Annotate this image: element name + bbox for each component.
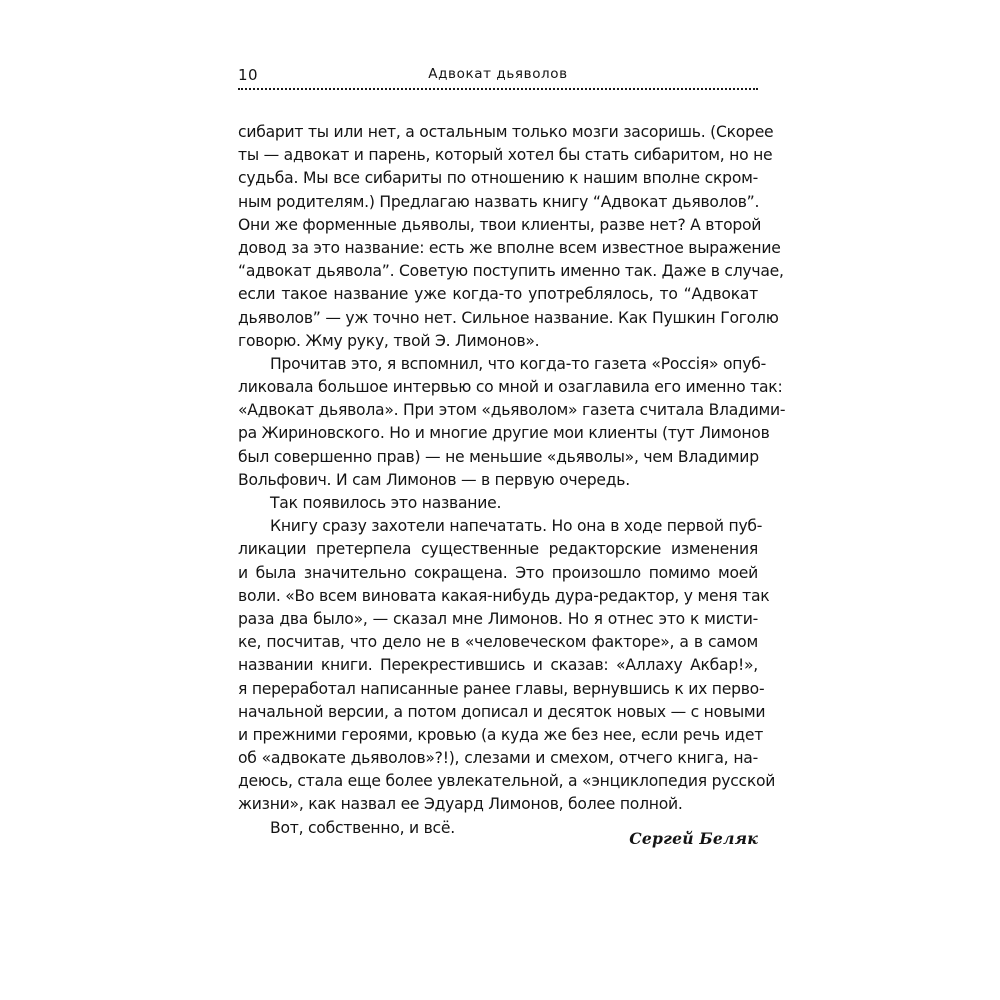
text-line: и прежними героями, кровью (а куда же без нее, если речь идет [238,725,764,744]
text-line: сибарит ты или нет, а остальным только мозги засоришь. (Скорее [238,123,774,141]
text-line: ликации претерпела существенные редакторские изменения [238,540,758,559]
text-line: если такое название уже когда-то употреблялось, то “Адвокат [238,285,758,304]
text-line: ликовала большое интервью со мной и озаглавила его именно так: [238,378,783,397]
text-line: ты — адвокат и парень, который хотел бы стать сибаритом, но не [238,146,773,165]
text-line: воли. «Во всем виновата какая-нибудь дура-редактор, у меня так [238,586,770,605]
text-line: был совершенно прав) — не меньшие «дьяволы», чем Владимир [238,447,759,466]
running-header [238,62,758,88]
text-line: ра Жириновского. Но и многие другие мои клиенты (тут Лимонов [238,424,770,443]
paragraph-first-line: Прочитав это, я вспомнил, что когда-то газета «Россія» опуб- [270,354,766,373]
text-line: Они же форменные дьяволы, твои клиенты, разве нет? А второй [238,215,762,234]
text-line: деюсь, стала еще более увлекательной, а «энциклопедия русской [238,772,776,791]
text-line: об «адвокате дьяволов»?!), слезами и смехом, отчего книга, на- [238,749,758,768]
text-line: и была значительно сокращена. Это произошло помимо моей [238,563,758,582]
text-line: я переработал написанные ранее главы, вернувшись к их перво- [238,679,765,698]
text-line: “адвокат дьявола”. Советую поступить именно так. Даже в случае, [238,262,784,281]
body-text [238,121,786,840]
author-signature: Сергей Беляк [629,829,758,848]
running-title: Адвокат дьяволов [428,66,568,82]
text-line: говорю. Жму руку, твой Э. Лимонов». [238,331,540,350]
text-line: начальной версии, а потом дописал и десяток новых — с новыми [238,702,766,721]
header-dotted-rule [238,88,758,90]
text-line: раза два было», — сказал мне Лимонов. Но я отнес это к мисти- [238,609,758,628]
text-line: судьба. Мы все сибариты по отношению к нашим вполне скром- [238,169,758,188]
text-line: ным родителям.) Предлагаю назвать книгу “Адвокат дьяволов”. [238,192,760,211]
paragraph-first-line: Книгу сразу захотели напечатать. Но она в ходе первой пуб- [270,517,763,536]
text-line: Вольфович. И сам Лимонов — в первую очередь. [238,470,630,489]
paragraph-first-line: Так появилось это название. [270,494,502,512]
text-line: ке, посчитав, что дело не в «человеческом факторе», а в самом [238,633,758,652]
page-number: 10 [238,66,259,84]
text-line: «Адвокат дьявола». При этом «дьяволом» газета считала Владими- [238,401,786,420]
text-line: названии книги. Перекрестившись и сказав: «Аллаху Акбар!», [238,656,758,675]
text-line: довод за это название: есть же вполне всем известное выражение [238,238,781,257]
paragraph-first-line: Вот, собственно, и всё. [270,818,455,837]
text-line: дьяволов” — уж точно нет. Сильное название. Как Пушкин Гоголю [238,308,779,327]
text-line: жизни», как назвал ее Эдуард Лимонов, более полной. [238,795,683,814]
